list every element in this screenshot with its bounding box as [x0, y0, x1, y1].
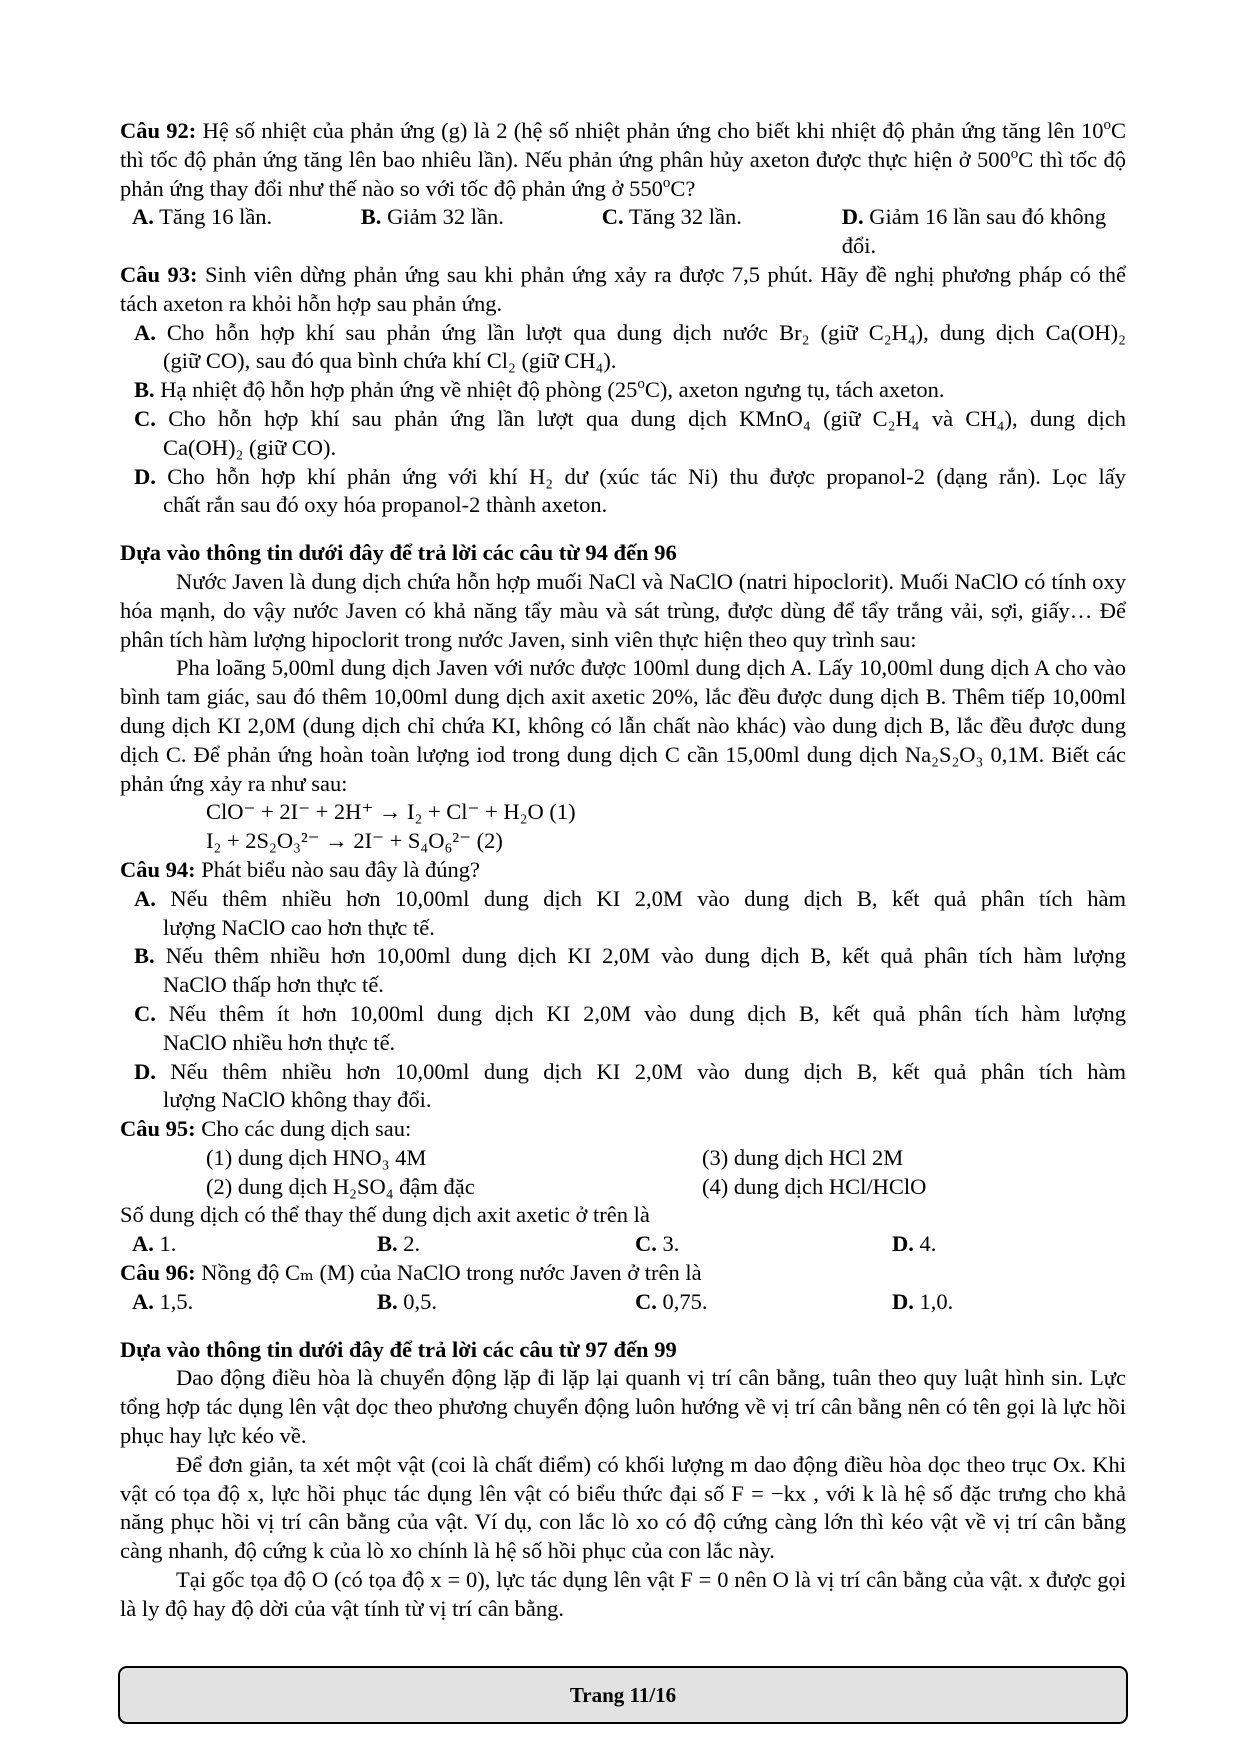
passage-paragraph: Để đơn giản, ta xét một vật (coi là chất điểm) có khối lượng m dao động điều hòa dọc theo trục Ox. Khi vật có tọa độ x, lực hồi phục tác dụng lên vật có biểu thức đại số F = −kx , với k là hệ số đặc trưng cho khả năng phục hồi vị trí cân bằng của vật. Ví dụ, con lắc lò xo có độ cứng càng lớn thì kéo vật về vị trí cân bằng càng nhanh, độ cứng k của lò xo chính là hệ số hồi phục của con lắc này. — [120, 1451, 1126, 1564]
passage-paragraph: Tại gốc tọa độ O (có tọa độ x = 0), lực tác dụng lên vật F = 0 nên O là vị trí cân bằng của vật. x được gọi là ly độ hay độ dời của vật tính từ vị trí cân bằng. — [120, 1567, 1126, 1621]
answer-row — [120, 1288, 1126, 1317]
question-94: Câu 94: Phát biểu nào sau đây là đúng? — [120, 856, 480, 882]
question-label: Câu 94: — [120, 856, 196, 882]
answer-option[interactable]: D. 1,0. — [892, 1288, 954, 1314]
answer-option[interactable]: B. 0,5. — [377, 1288, 438, 1314]
question-label: Câu 96: — [120, 1260, 196, 1286]
answer-option[interactable]: C. 0,75. — [635, 1288, 708, 1314]
answer-option[interactable]: C. Nếu thêm ít hơn 10,00ml dung dịch KI 2,0M vào dung dịch B, kết quả phân tích hàm lượng — [134, 1000, 1126, 1026]
answer-option[interactable]: A. 1. — [132, 1231, 177, 1257]
answer-option[interactable]: A. Tăng 16 lần. — [132, 204, 273, 230]
answer-option[interactable]: D. 4. — [892, 1231, 937, 1257]
answer-option[interactable]: B. Nếu thêm nhiều hơn 10,00ml dung dịch KI 2,0M vào dung dịch B, kết quả phân tích hàm lượng — [134, 943, 1126, 969]
answer-option[interactable]: A. Nếu thêm nhiều hơn 10,00ml dung dịch KI 2,0M vào dung dịch B, kết quả phân tích hàm — [134, 885, 1126, 911]
section-heading: Dựa vào thông tin dưới đây để trả lời các câu từ 97 đến 99 — [120, 1336, 677, 1362]
question-92: Câu 92: Hệ số nhiệt của phản ứng (g) là 2 (hệ số nhiệt phản ứng cho biết khi nhiệt độ phản ứng tăng lên 10$^o$C thì tốc độ phản ứng tăng lên bao nhiêu lần). Nếu phản ứng phân hủy axeton được thực hiện ở 500$^o$C thì tốc độ phản ứng thay đổi như thế nào so với tốc độ phản ứng ở 550$^o$C? — [120, 117, 1126, 201]
answer-option[interactable]: A. Cho hỗn hợp khí sau phản ứng lần lượt qua dung dịch nước Br₂ (giữ C₂H₄), dung dịch Ca(OH)₂ — [134, 319, 1126, 345]
answer-option[interactable]: B. Giảm 32 lần. — [360, 204, 504, 230]
question-93: Câu 93: Sinh viên dừng phản ứng sau khi phản ứng xảy ra được 7,5 phút. Hãy đề nghị phương pháp có thể tách axeton ra khỏi hỗn hợp sau phản ứng. — [120, 261, 1126, 316]
equation-1: ClO⁻ + 2I⁻ + 2H⁺ → I₂ + Cl⁻ + H₂O (1) — [206, 799, 576, 825]
answer-row — [120, 1230, 1126, 1259]
passage-paragraph: Nước Javen là dung dịch chứa hỗn hợp muối NaCl và NaClO (natri hipoclorit). Muối NaClO có tính oxy hóa mạnh, do vậy nước Javen có khả năng tẩy màu và sát trùng, được dùng để tẩy trắng vải, sợi, giấy… Để phân tích hàm lượng hipoclorit trong nước Javen, sinh viên thực hiện theo quy trình sau: — [120, 568, 1126, 652]
question-95: Câu 95: Cho các dung dịch sau: — [120, 1116, 412, 1142]
equation-2: I₂ + 2S₂O₃²⁻ → 2I⁻ + S₄O₆²⁻ (2) — [206, 828, 503, 854]
page-footer — [118, 1666, 1128, 1724]
answer-option[interactable]: B. 2. — [377, 1231, 421, 1257]
question-95-prompt: Số dung dịch có thể thay thế dung dịch axit axetic ở trên là — [120, 1202, 650, 1228]
page-number: Trang 11/16 — [569, 1682, 677, 1707]
answer-option[interactable]: C. Tăng 32 lần. — [601, 204, 742, 230]
question-label: Câu 92: — [120, 118, 197, 143]
answer-row — [120, 203, 1126, 261]
solution-list-row: (1) dung dịch HNO₃ 4M (3) dung dịch HCl 2M — [206, 1144, 904, 1170]
answer-option[interactable]: C. Cho hỗn hợp khí sau phản ứng lần lượt qua dung dịch KMnO₄ (giữ C₂H₄ và CH₄), dung dịch — [134, 405, 1126, 431]
question-96: Câu 96: Nồng độ Cₘ (M) của NaClO trong nước Javen ở trên là — [120, 1260, 702, 1286]
answer-option[interactable]: A. 1,5. — [132, 1288, 194, 1314]
section-heading: Dựa vào thông tin dưới đây để trả lời các câu từ 94 đến 96 — [120, 540, 677, 566]
page-content: Câu 92: Hệ số nhiệt của phản ứng (g) là 2 (hệ số nhiệt phản ứng cho biết khi nhiệt độ phản ứng tăng lên 10$^o$C thì tốc độ phản ứng tăng lên bao nhiêu lần). Nếu phản ứng phân hủy axeton được thực hiện ở 500$^o$C thì tốc độ phản ứng thay đổi như thế nào so với tốc độ phản ứng ở 550$^o$C? A. Tăng 16 lần. B. Giảm 32 lần. C. Tăng 32 lần. D. Giảm 16 lần sau đó không đổi. Câu 93: Sinh viên dừng phản ứng sau khi phản ứng xảy ra được 7,5 phút. Hãy đề nghị phương pháp có thể tách axeton ra khỏi hỗn hợp sau phản ứng. A. Cho hỗn hợp khí sau phản ứng lần lượt qua dung dịch nước Br₂ (giữ C₂H₄), dung dịch Ca(OH)₂ (giữ CO), sau đó qua bình chứa khí Cl₂ (giữ CH₄). B. Hạ nhiệt độ hỗn hợp phản ứng về nhiệt độ phòng (25$^o$C), axeton ngưng tụ, tách axeton. C. Cho hỗn hợp khí sau phản ứng lần lượt qua dung dịch KMnO₄ (giữ C₂H₄ và CH₄), dung dịch Ca(OH)₂ (giữ CO). D. Cho hỗn hợp khí phản ứng với khí H₂ dư (xúc tác Ni) thu được propanol-2 (dạng rắn). Lọc lấy chất rắn sau đó oxy hóa propanol-2 thành axeton. Dựa vào thông tin dưới đây để trả lời các câu từ 94 đến 96 Nước Javen là dung dịch chứa hỗn hợp muối NaCl và NaClO (natri hipoclorit). Muối NaClO có tính oxy hóa mạnh, do vậy nước Javen có khả năng tẩy màu và sát trùng, được dùng để tẩy trắng vải, sợi, giấy… Để phân tích hàm lượng hipoclorit trong nước Javen, sinh viên thực hiện theo quy trình sau: Pha loãng 5,00ml dung dịch Javen với nước được 100ml dung dịch A. Lấy 10,00ml dung dịch A cho vào bình tam giác, sau đó thêm 10,00ml dung dịch axit axetic 20%, lắc đều được dung dịch B. Thêm tiếp 10,00ml dung dịch KI 2,0M (dung dịch chỉ chứa KI, không có lẫn chất nào khác) vào dung dịch B, lắc đều được dung dịch C. Để phản ứng hoàn toàn lượng iod trong dung dịch C cần 15,00ml dung dịch Na₂S₂O₃ 0,1M. Biết các phản ứng xảy ra như sau: ClO⁻ + 2I⁻ + 2H⁺ → I₂ + Cl⁻ + H₂O (1) I₂ + 2S₂O₃²⁻ → 2I⁻ + S₄O₆²⁻ (2) Câu 94: Phát biểu nào sau đây là đúng? A. Nếu thêm nhiều hơn 10,00ml dung dịch KI 2,0M vào dung dịch B, kết quả phân tích hàm lượng NaClO cao hơn thực tế. B. Nếu thêm nhiều hơn 10,00ml dung dịch KI 2,0M vào dung dịch B, kết quả phân tích hàm lượng NaClO thấp hơn thực tế. C. Nếu thêm ít hơn 10,00ml dung dịch KI 2,0M vào dung dịch B, kết quả phân tích hàm lượng NaClO nhiều hơn thực tế. D. Nếu thêm nhiều hơn 10,00ml dung dịch KI 2,0M vào dung dịch B, kết quả phân tích hàm lượng NaClO không thay đổi. Câu 95: Cho các dung dịch sau: (1) dung dịch HNO₃ 4M (3) dung dịch HCl 2M (2) dung dịch H₂SO₄ đậm đặc (4) dung dịch HCl/HClO Số dung dịch có thể thay thế dung dịch axit axetic ở trên là A. 1. B. 2. C. 3. D. 4. Câu 96: Nồng độ Cₘ (M) của NaClO trong nước Javen ở trên là A. 1,5. B. 0,5. C. 0,75. D. 1,0. Dựa vào thông tin dưới đây để trả lời các câu từ 97 đến 99 Dao động điều hòa là chuyển động lặp đi lặp lại quanh vị trí cân bằng, tuân theo quy luật hình sin. Lực tổng hợp tác dụng lên vật dọc theo phương chuyển động luôn hướng về vị trí cân bằng nên có tên gọi là lực hồi phục hay lực kéo về. Để đơn giản, ta xét một vật (coi là chất điểm) có khối lượng m dao động điều hòa dọc theo trục Ox. Khi vật có tọa độ x, lực hồi phục tác dụng lên vật có biểu thức đại số F = −kx , với k là hệ số đặc trưng cho khả năng phục hồi vị trí cân bằng của vật. Ví dụ, con lắc lò xo có độ cứng càng lớn thì kéo vật về vị trí cân bằng càng nhanh, độ cứng k của lò xo chính là hệ số hồi phục của con lắc này. Tại gốc tọa độ O (có tọa độ x = 0), lực tác dụng lên vật F = 0 nên O là vị trí cân bằng của vật. x được gọi là ly độ hay độ dời của vật tính từ vị trí cân bằng. — [120, 117, 1126, 1624]
passage-paragraph: Dao động điều hòa là chuyển động lặp đi lặp lại quanh vị trí cân bằng, tuân theo quy luật hình sin. Lực tổng hợp tác dụng lên vật dọc theo phương chuyển động luôn hướng về vị trí cân bằng nên có tên gọi là lực hồi phục hay lực kéo về. — [120, 1365, 1126, 1449]
question-label: Câu 93: — [120, 261, 198, 287]
answer-option[interactable]: C. 3. — [635, 1231, 680, 1257]
solution-list-row: (2) dung dịch H₂SO₄ đậm đặc (4) dung dịch HCl/HClO — [206, 1173, 927, 1199]
answer-option[interactable]: B. Hạ nhiệt độ hỗn hợp phản ứng về nhiệt độ phòng (25$^o$C), axeton ngưng tụ, tách axeton. — [134, 376, 945, 403]
question-label: Câu 95: — [120, 1116, 196, 1142]
answer-option[interactable]: D. Cho hỗn hợp khí phản ứng với khí H₂ dư (xúc tác Ni) thu được propanol-2 (dạng rắn). Lọc lấy — [134, 463, 1126, 489]
answer-option[interactable]: D. Giảm 16 lần sau đó không đổi. — [841, 204, 1107, 259]
answer-option[interactable]: D. Nếu thêm nhiều hơn 10,00ml dung dịch KI 2,0M vào dung dịch B, kết quả phân tích hàm — [134, 1058, 1126, 1084]
passage-paragraph: Pha loãng 5,00ml dung dịch Javen với nước được 100ml dung dịch A. Lấy 10,00ml dung dịch A cho vào bình tam giác, sau đó thêm 10,00ml dung dịch axit axetic 20%, lắc đều được dung dịch B. Thêm tiếp 10,00ml dung dịch KI 2,0M (dung dịch chỉ chứa KI, không có lẫn chất nào khác) vào dung dịch B, lắc đều được dung dịch C. Để phản ứng hoàn toàn lượng iod trong dung dịch C cần 15,00ml dung dịch Na₂S₂O₃ 0,1M. Biết các phản ứng xảy ra như sau: — [120, 655, 1126, 796]
